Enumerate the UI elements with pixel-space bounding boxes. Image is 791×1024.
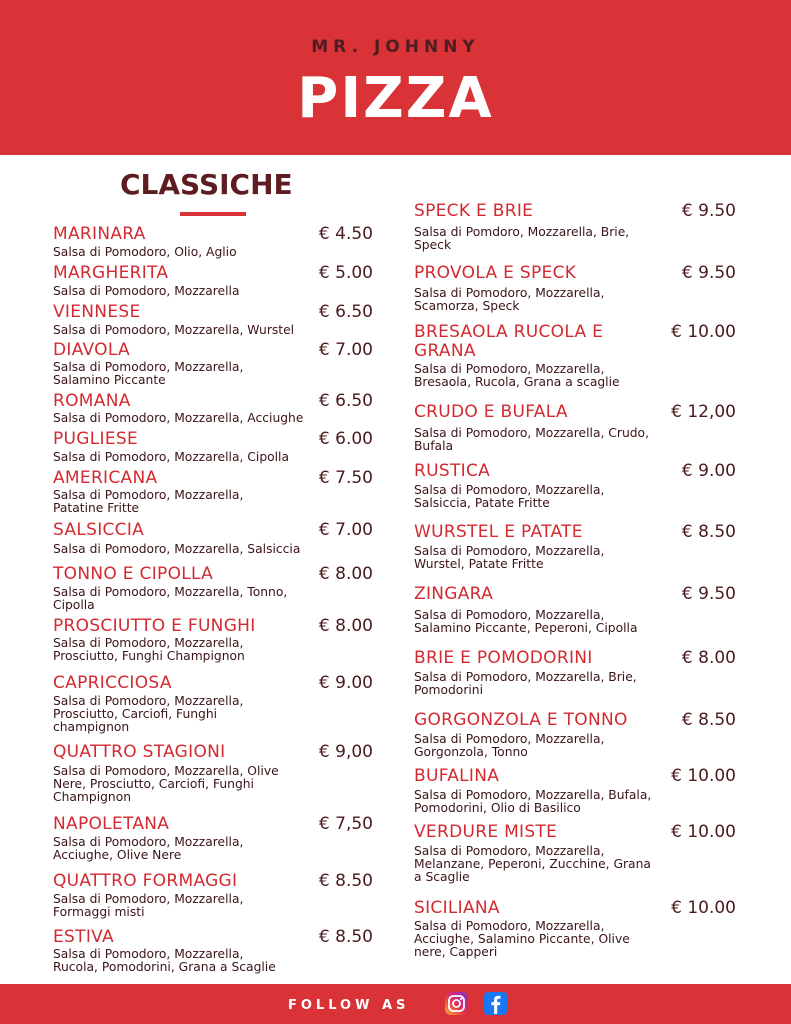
item-name: CRUDO E BUFALA bbox=[414, 402, 568, 422]
item-name: AMERICANA bbox=[53, 468, 158, 488]
item-price: € 10.00 bbox=[671, 822, 736, 842]
item-description: Salsa di Pomodoro, Mozzarella, Salamino Piccante bbox=[53, 360, 244, 387]
item-price: € 8.50 bbox=[681, 522, 736, 542]
item-description: Salsa di Pomodoro, Mozzarella, Salsiccia bbox=[53, 542, 301, 556]
item-description: Salsa di Pomdoro, Mozzarella, Brie, Speck bbox=[414, 225, 630, 252]
item-name: NAPOLETANA bbox=[53, 814, 170, 834]
item-name: SICILIANA bbox=[414, 898, 500, 918]
item-name: SALSICCIA bbox=[53, 520, 145, 540]
item-price: € 8.00 bbox=[681, 648, 736, 668]
follow-label: FOLLOW AS bbox=[288, 998, 410, 1013]
item-price: € 9,00 bbox=[318, 742, 373, 762]
item-price: € 9.50 bbox=[681, 263, 736, 283]
item-price: € 6.50 bbox=[318, 391, 373, 411]
item-description: Salsa di Pomodoro, Mozzarella, Prosciutto, Funghi Champignon bbox=[53, 636, 245, 663]
item-description: Salsa di Pomodoro, Mozzarella bbox=[53, 284, 240, 298]
item-name: MARINARA bbox=[53, 224, 146, 244]
item-name: BRESAOLA RUCOLA E GRANA bbox=[414, 322, 604, 361]
item-name: WURSTEL E PATATE bbox=[414, 522, 583, 542]
item-price: € 8.50 bbox=[681, 710, 736, 730]
item-description: Salsa di Pomodoro, Mozzarella, Salamino Piccante, Peperoni, Cipolla bbox=[414, 608, 638, 635]
header-banner bbox=[0, 0, 791, 155]
item-name: TONNO E CIPOLLA bbox=[53, 564, 214, 584]
item-name: PROSCIUTTO E FUNGHI bbox=[53, 616, 256, 636]
item-name: VERDURE MISTE bbox=[414, 822, 558, 842]
item-description: Salsa di Pomodoro, Mozzarella, Salsiccia, Patate Fritte bbox=[414, 483, 605, 510]
item-description: Salsa di Pomodoro, Mozzarella, Bresaola, Rucola, Grana a scaglie bbox=[414, 362, 620, 389]
item-description: Salsa di Pomodoro, Mozzarella, Wurstel bbox=[53, 323, 295, 337]
item-name: QUATTRO STAGIONI bbox=[53, 742, 226, 762]
item-description: Salsa di Pomodoro, Mozzarella, Rucola, Pomodorini, Grana a Scaglie bbox=[53, 947, 276, 974]
item-price: € 9.00 bbox=[681, 461, 736, 481]
item-name: BUFALINA bbox=[414, 766, 500, 786]
item-price: € 7.50 bbox=[318, 468, 373, 488]
item-description: Salsa di Pomodoro, Mozzarella, Bufala, Pomodorini, Olio di Basilico bbox=[414, 788, 652, 815]
item-price: € 8.00 bbox=[318, 616, 373, 636]
item-price: € 10.00 bbox=[671, 322, 736, 342]
item-price: € 10.00 bbox=[671, 766, 736, 786]
item-price: € 4.50 bbox=[318, 224, 373, 244]
item-price: € 7.00 bbox=[318, 520, 373, 540]
item-description: Salsa di Pomodoro, Olio, Aglio bbox=[53, 245, 237, 259]
instagram-icon[interactable] bbox=[445, 992, 468, 1015]
item-name: BRIE E POMODORINI bbox=[414, 648, 593, 668]
item-description: Salsa di Pomodoro, Mozzarella, Cipolla bbox=[53, 450, 290, 464]
item-price: € 7,50 bbox=[318, 814, 373, 834]
item-price: € 9.00 bbox=[318, 673, 373, 693]
item-name: RUSTICA bbox=[414, 461, 491, 481]
item-description: Salsa di Pomodoro, Mozzarella, Melanzane, Peperoni, Zucchine, Grana a Scaglie bbox=[414, 844, 651, 884]
item-description: Salsa di Pomodoro, Mozzarella, Scamorza, Speck bbox=[414, 286, 605, 313]
item-price: € 9.50 bbox=[681, 201, 736, 221]
item-name: PROVOLA E SPECK bbox=[414, 263, 577, 283]
item-name: DIAVOLA bbox=[53, 340, 130, 360]
item-description: Salsa di Pomodoro, Mozzarella, Crudo, Bufala bbox=[414, 426, 649, 453]
section-underline bbox=[180, 212, 246, 216]
item-description: Salsa di Pomodoro, Mozzarella, Tonno, Cipolla bbox=[53, 585, 288, 612]
item-price: € 9.50 bbox=[681, 584, 736, 604]
footer-banner bbox=[0, 984, 791, 1024]
item-price: € 6.00 bbox=[318, 429, 373, 449]
item-name: GORGONZOLA E TONNO bbox=[414, 710, 628, 730]
item-price: € 7.00 bbox=[318, 340, 373, 360]
item-description: Salsa di Pomodoro, Mozzarella, Acciughe bbox=[53, 411, 304, 425]
item-price: € 5.00 bbox=[318, 263, 373, 283]
item-description: Salsa di Pomodoro, Mozzarella, Brie, Pomodorini bbox=[414, 670, 637, 697]
item-name: SPECK E BRIE bbox=[414, 201, 534, 221]
item-description: Salsa di Pomodoro, Mozzarella, Acciughe, Salamino Piccante, Olive nere, Capperi bbox=[414, 919, 630, 959]
item-name: ROMANA bbox=[53, 391, 131, 411]
brand-name: MR. JOHNNY bbox=[311, 37, 480, 57]
facebook-icon[interactable] bbox=[484, 992, 507, 1015]
item-name: VIENNESE bbox=[53, 302, 141, 322]
item-price: € 8.00 bbox=[318, 564, 373, 584]
item-price: € 12,00 bbox=[671, 402, 736, 422]
item-description: Salsa di Pomodoro, Mozzarella, Wurstel, Patate Fritte bbox=[414, 544, 605, 571]
item-description: Salsa di Pomodoro, Mozzarella, Patatine Fritte bbox=[53, 488, 244, 515]
item-name: QUATTRO FORMAGGI bbox=[53, 871, 238, 891]
item-name: CAPRICCIOSA bbox=[53, 673, 172, 693]
item-name: ZINGARA bbox=[414, 584, 494, 604]
item-price: € 8.50 bbox=[318, 871, 373, 891]
item-description: Salsa di Pomodoro, Mozzarella, Acciughe, Olive Nere bbox=[53, 835, 244, 862]
item-price: € 8.50 bbox=[318, 927, 373, 947]
item-description: Salsa di Pomodoro, Mozzarella, Prosciutto, Carciofi, Funghi champignon bbox=[53, 694, 244, 734]
section-title: CLASSICHE bbox=[120, 168, 293, 201]
page-title: PIZZA bbox=[297, 66, 494, 131]
item-description: Salsa di Pomodoro, Mozzarella, Formaggi misti bbox=[53, 892, 244, 919]
item-price: € 10.00 bbox=[671, 898, 736, 918]
item-name: PUGLIESE bbox=[53, 429, 139, 449]
item-description: Salsa di Pomodoro, Mozzarella, Gorgonzola, Tonno bbox=[414, 732, 605, 759]
item-price: € 6.50 bbox=[318, 302, 373, 322]
item-name: ESTIVA bbox=[53, 927, 114, 947]
item-name: MARGHERITA bbox=[53, 263, 169, 283]
item-description: Salsa di Pomodoro, Mozzarella, Olive Nere, Prosciutto, Carciofi, Funghi Champignon bbox=[53, 764, 279, 804]
